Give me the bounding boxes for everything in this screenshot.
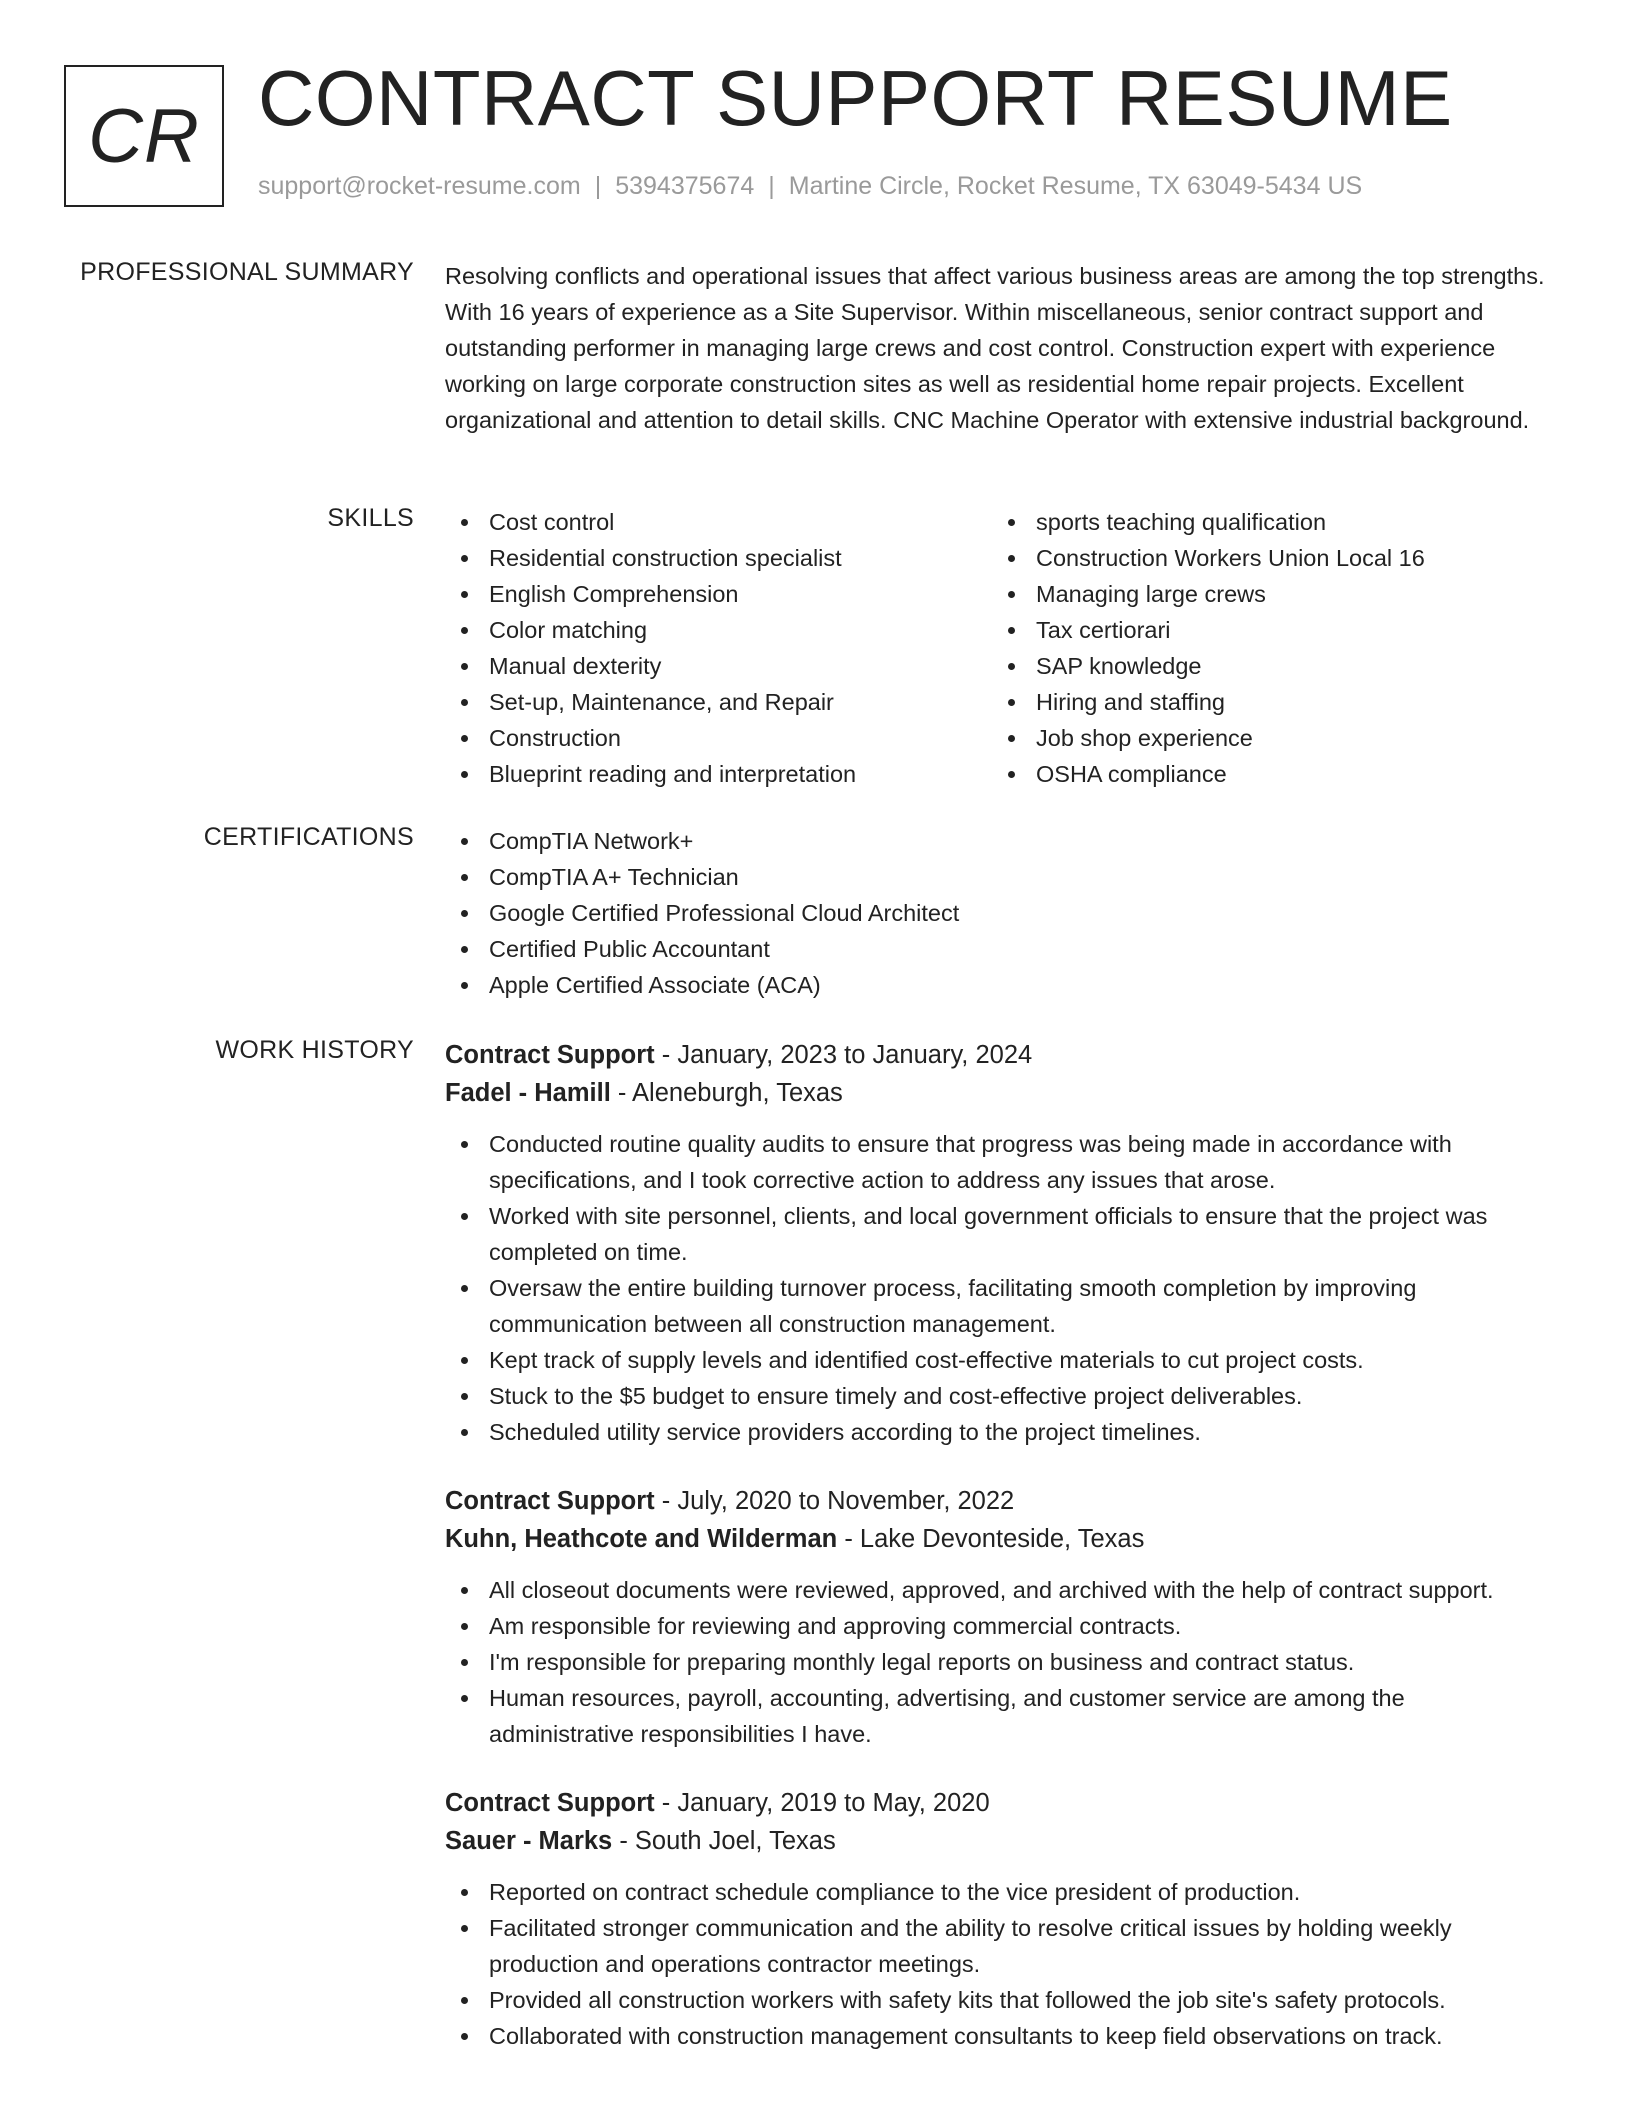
certification-item: CompTIA Network+ — [445, 823, 1555, 859]
job-company: Sauer - Marks — [445, 1827, 613, 1855]
contact-line — [258, 172, 1362, 201]
skill-item: Set-up, Maintenance, and Repair — [445, 684, 992, 720]
skill-item: SAP knowledge — [992, 648, 1539, 684]
job-bullet: All closeout documents were reviewed, approved, and archived with the help of contract support. — [445, 1572, 1555, 1608]
job-role-line — [445, 1036, 1555, 1074]
summary-text: Resolving conflicts and operational issues that affect various business areas are among the top strengths. With 16 years of experience as a Site Supervisor. Within miscellaneous, senior contract support and outstanding performer in managing large crews and cost control. Construction expert with experience working on large corporate construction sites as well as residential home repair projects. Excellent organizational and attention to detail skills. CNC Machine Operator with extensive industrial background. — [445, 263, 1545, 433]
contact-separator: | — [768, 172, 775, 200]
job-dates: - July, 2020 to November, 2022 — [654, 1487, 1015, 1515]
skill-item: Managing large crews — [992, 576, 1539, 612]
skills-column-right — [992, 504, 1539, 792]
job-role: Contract Support — [445, 1487, 655, 1515]
skills-heading: SKILLS — [327, 504, 414, 532]
skill-item: Hiring and staffing — [992, 684, 1539, 720]
job-bullet: Reported on contract schedule compliance to the vice president of production. — [445, 1874, 1555, 1910]
summary-body — [445, 258, 1555, 438]
job-location: - Aleneburgh, Texas — [610, 1079, 843, 1107]
resume-title: CONTRACT SUPPORT RESUME — [258, 54, 1453, 142]
skill-item: English Comprehension — [445, 576, 992, 612]
job-bullet: Conducted routine quality audits to ensure that progress was being made in accordance with specifications, and I took corrective action to address any issues that arose. — [445, 1126, 1555, 1198]
job-bullet: I'm responsible for preparing monthly legal reports on business and contract status. — [445, 1644, 1555, 1680]
job-company: Kuhn, Heathcote and Wilderman — [445, 1525, 838, 1553]
skill-item: sports teaching qualification — [992, 504, 1539, 540]
job-bullet: Oversaw the entire building turnover process, facilitating smooth completion by improving communication between all construction management. — [445, 1270, 1555, 1342]
job-bullet: Facilitated stronger communication and the ability to resolve critical issues by holding weekly production and operations contractor meetings. — [445, 1910, 1555, 1982]
job-entry — [445, 1784, 1555, 2054]
work-history-heading: WORK HISTORY — [215, 1036, 414, 1064]
monogram: CR — [64, 65, 224, 207]
certifications-body — [445, 823, 1555, 1003]
contact-separator: | — [594, 172, 602, 200]
certifications-heading: CERTIFICATIONS — [203, 823, 414, 851]
job-bullet: Scheduled utility service providers according to the project timelines. — [445, 1414, 1555, 1450]
skill-item: Construction Workers Union Local 16 — [992, 540, 1539, 576]
job-dates: - January, 2019 to May, 2020 — [654, 1789, 990, 1817]
job-dates: - January, 2023 to January, 2024 — [654, 1041, 1033, 1069]
job-company-line — [445, 1822, 1555, 1860]
skill-item: Construction — [445, 720, 992, 756]
skill-item: OSHA compliance — [992, 756, 1539, 792]
certification-item: Certified Public Accountant — [445, 931, 1555, 967]
job-entry — [445, 1036, 1555, 1450]
job-entry — [445, 1482, 1555, 1752]
work-history-body — [445, 1036, 1555, 2054]
contact-email: support@rocket-resume.com — [258, 172, 581, 200]
skill-item: Cost control — [445, 504, 992, 540]
skill-item: Job shop experience — [992, 720, 1539, 756]
job-bullet: Human resources, payroll, accounting, advertising, and customer service are among the administrative responsibilities I have. — [445, 1680, 1555, 1752]
job-company-line — [445, 1074, 1555, 1112]
job-role-line — [445, 1784, 1555, 1822]
contact-phone: 5394375674 — [615, 172, 755, 200]
skills-body — [445, 504, 1555, 792]
certification-item: Google Certified Professional Cloud Architect — [445, 895, 1555, 931]
skill-item: Color matching — [445, 612, 992, 648]
skill-item: Tax certiorari — [992, 612, 1539, 648]
certification-item: Apple Certified Associate (ACA) — [445, 967, 1555, 1003]
job-company-line — [445, 1520, 1555, 1558]
job-location: - Lake Devonteside, Texas — [837, 1525, 1145, 1553]
job-bullet: Stuck to the $5 budget to ensure timely and cost-effective project deliverables. — [445, 1378, 1555, 1414]
job-role: Contract Support — [445, 1041, 655, 1069]
job-bullet: Provided all construction workers with safety kits that followed the job site's safety protocols. — [445, 1982, 1555, 2018]
job-bullet: Collaborated with construction management consultants to keep field observations on track. — [445, 2018, 1555, 2054]
skills-column-left — [445, 504, 992, 792]
summary-heading: PROFESSIONAL SUMMARY — [80, 258, 414, 286]
job-role: Contract Support — [445, 1789, 655, 1817]
skill-item: Blueprint reading and interpretation — [445, 756, 992, 792]
job-role-line — [445, 1482, 1555, 1520]
job-bullet: Kept track of supply levels and identified cost-effective materials to cut project costs. — [445, 1342, 1555, 1378]
skill-item: Manual dexterity — [445, 648, 992, 684]
job-location: - South Joel, Texas — [612, 1827, 836, 1855]
job-bullet: Worked with site personnel, clients, and local government officials to ensure that the project was completed on time. — [445, 1198, 1555, 1270]
job-company: Fadel - Hamill — [445, 1079, 611, 1107]
skill-item: Residential construction specialist — [445, 540, 992, 576]
contact-address: Martine Circle, Rocket Resume, TX 63049-5434 US — [788, 172, 1363, 200]
job-bullet: Am responsible for reviewing and approving commercial contracts. — [445, 1608, 1555, 1644]
certification-item: CompTIA A+ Technician — [445, 859, 1555, 895]
